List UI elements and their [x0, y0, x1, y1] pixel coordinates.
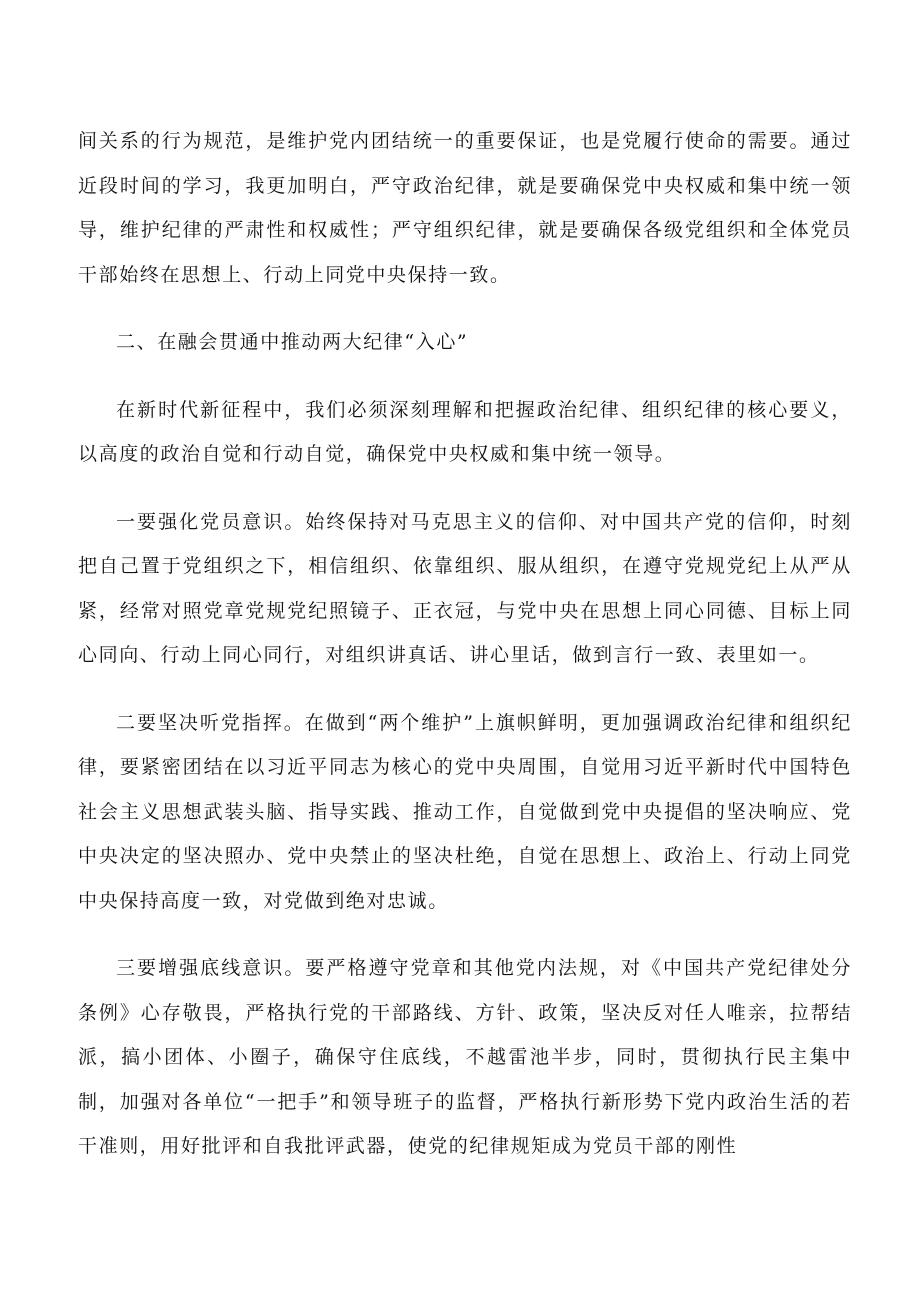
document-body	[78, 119, 852, 1192]
paragraph-point-1: 一要强化党员意识。始终保持对马克思主义的信仰、对中国共产党的信仰，时刻把自己置于党组织之下，相信组织、依靠组织、服从组织，在遵守党规党纪上从严从紧，经常对照党章党规党纪照镜子、正衣冠，与党中央在思想上同心同德、目标上同心同向、行动上同心同行，对组织讲真话、讲心里话，做到言行一致、表里如一。	[78, 510, 852, 666]
paragraph-continuation: 间关系的行为规范，是维护党内团结统一的重要保证，也是党履行使命的需要。通过近段时间的学习，我更加明白，严守政治纪律，就是要确保党中央权威和集中统一领导，维护纪律的严肃性和权威性；严守组织纪律，就是要确保各级党组织和全体党员干部始终在思想上、行动上同党中央保持一致。	[78, 130, 852, 286]
paragraph-point-3: 三要增强底线意识。要严格遵守党章和其他党内法规，对《中国共产党纪律处分条例》心存敬畏，严格执行党的干部路线、方针、政策，坚决反对任人唯亲，拉帮结派，搞小团体、小圈子，确保守住底线，不越雷池半步，同时，贯彻执行民主集中制，加强对各单位“一把手”和领导班子的监督，严格执行新形势下党内政治生活的若干准则，用好批评和自我批评武器，使党的纪律规矩成为党员干部的刚性	[78, 957, 852, 1157]
paragraph-point-2: 二要坚决听党指挥。在做到“两个维护”上旗帜鲜明，更加强调政治纪律和组织纪律，要紧密团结在以习近平同志为核心的党中央周围，自觉用习近平新时代中国特色社会主义思想武装头脑、指导实践、推动工作，自觉做到党中央提倡的坚决响应、党中央决定的坚决照办、党中央禁止的坚决杜绝，自觉在思想上、政治上、行动上同党中央保持高度一致，对党做到绝对忠诚。	[78, 711, 852, 912]
section-heading: 二、在融会贯通中推动两大纪律“入心”	[116, 331, 469, 353]
paragraph-intro: 在新时代新征程中，我们必须深刻理解和把握政治纪律、组织纪律的核心要义，以高度的政治自觉和行动自觉，确保党中央权威和集中统一领导。	[78, 398, 852, 465]
